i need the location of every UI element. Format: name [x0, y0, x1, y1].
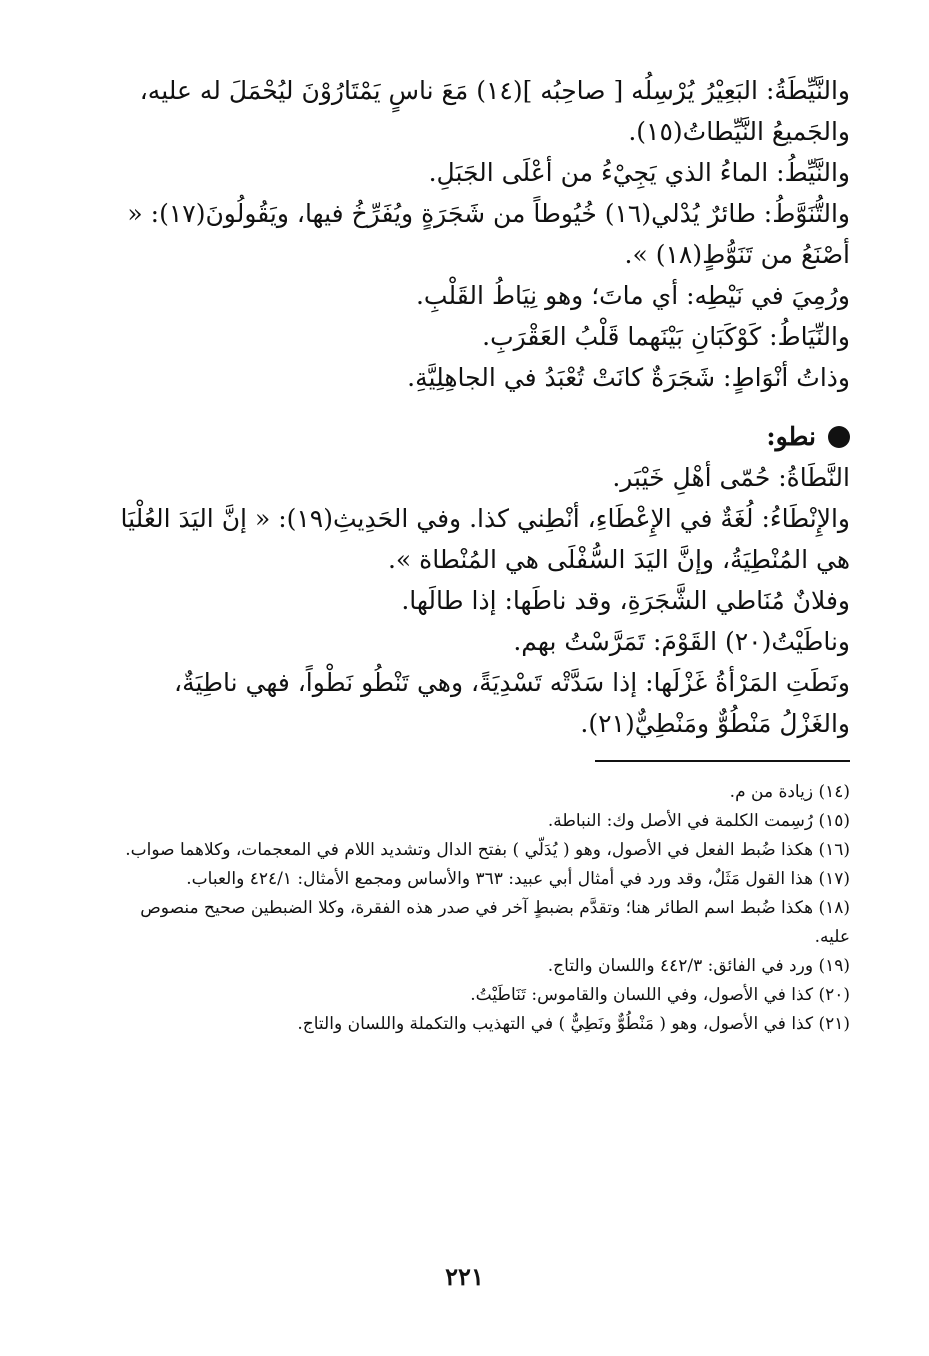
entry-niyat: والنِّيَاطُ: كَوْكَبَانِ بَيْنَهما قَلْبُ العَقْرَبِ. [482, 322, 850, 351]
footnotes [120, 778, 850, 1039]
footnote: (٢٠) كذا في الأصول، وفي اللسان والقاموس: تَنَاطَيْتُ. [470, 985, 850, 1005]
page-body [120, 70, 850, 1039]
entry-dhat-anwat: وذاتُ أنْوَاطٍ: شَجَرَةٌ كانَتْ تُعْبَدُ في الجاهِلِيَّةِ. [407, 363, 850, 392]
entry-munati: وفلانٌ مُنَاطي الشَّجَرَةِ، وقد ناطَها: إذا طالَها. [401, 586, 850, 615]
footnote: (١٥) رُسِمت الكلمة في الأصل وك: النباطة. [547, 811, 850, 831]
entry-nataytu: وناطَيْتُ(٢٠) القَوْمَ: تَمَرَّسْتُ بهم. [513, 627, 850, 656]
footnote: (١٧) هذا القول مَثَلٌ، وقد ورد في أمثال أبي عبيد: ٣٦٣ والأساس ومجمع الأمثال: ٤٢٤/١ والعباب. [186, 869, 850, 889]
entry-tannawwut: والتُّنَوَّطُ: طائرٌ يُدْلي(١٦) خُيُوطاً من شَجَرَةٍ ويُفَرِّخُ فيها، ويَقُولُونَ(١٧): « أصْنَعُ من تَنَوُّطٍ(١٨) ». [127, 199, 850, 269]
entry-natat: ونَطَتِ المَرْأةُ غَزْلَها: إذا سَدَّتْه تَسْدِيَةً، وهي تَنْطُو نَطْواً، فهي ناطِيَةٌ، والغَزْلُ مَنْطُوٌّ ومَنْطِيٌّ(٢١). [174, 668, 850, 738]
page-number: ٢٢١ [445, 1262, 484, 1291]
section-heading [120, 416, 850, 457]
bullet-icon [828, 426, 850, 448]
footnote: (١٩) ورد في الفائق: ٤٤٢/٣ واللسان والتاج. [547, 956, 850, 976]
footnote: (١٦) هكذا ضُبط الفعل في الأصول، وهو ( يُدَلّي ) بفتح الدال وتشديد اللام في المعجمات، وكلاهما صواب. [125, 840, 850, 860]
footnote-divider [595, 760, 850, 762]
entry-intaa: والإِنْطَاءُ: لُغَةٌ في الإِعْطَاءِ، أنْطِني كذا. وفي الحَدِيثِ(١٩): « إنَّ اليَدَ العُلْيَا هي المُنْطِيَةُ، وإنَّ اليَدَ السُّفْلَى هي المُنْطاة ». [120, 504, 850, 574]
entry-rumiya: ورُمِيَ في نَيْطِه: أي ماتَ؛ وهو نِيَاطُ القَلْبِ. [415, 281, 850, 310]
footnote: (١٨) هكذا ضُبط اسم الطائر هنا؛ وتقدَّم بضبطٍ آخر في صدر هذه الفقرة، وكلا الضبطين صحيح منصوص عليه. [140, 898, 850, 947]
entry-nayyitah: والنَّيِّطَةُ: البَعِيْرُ يُرْسِلُه [ صاحِبُه ](١٤) مَعَ ناسٍ يَمْتَارُوْنَ ليُحْمَلَ له عليه، والجَميعُ النَّيِّطاتُ(١٥). [139, 76, 850, 146]
main-text [120, 70, 850, 744]
entry-nayyit: والنَّيِّطُ: الماءُ الذي يَجِيْءُ من أعْلَى الجَبَلِ. [428, 158, 850, 187]
footnote: (٢١) كذا في الأصول، وهو ( مَنْطُوٌّ ونَطِيٌّ ) في التهذيب والتكملة واللسان والتاج. [297, 1014, 850, 1034]
footnote: (١٤) زيادة من م. [729, 782, 850, 802]
section-heading-label: نطو: [766, 422, 816, 451]
entry-nataah: النَّطَاةُ: حُمّى أهْلِ خَيْبَر. [612, 463, 850, 492]
section-gap [120, 398, 850, 416]
